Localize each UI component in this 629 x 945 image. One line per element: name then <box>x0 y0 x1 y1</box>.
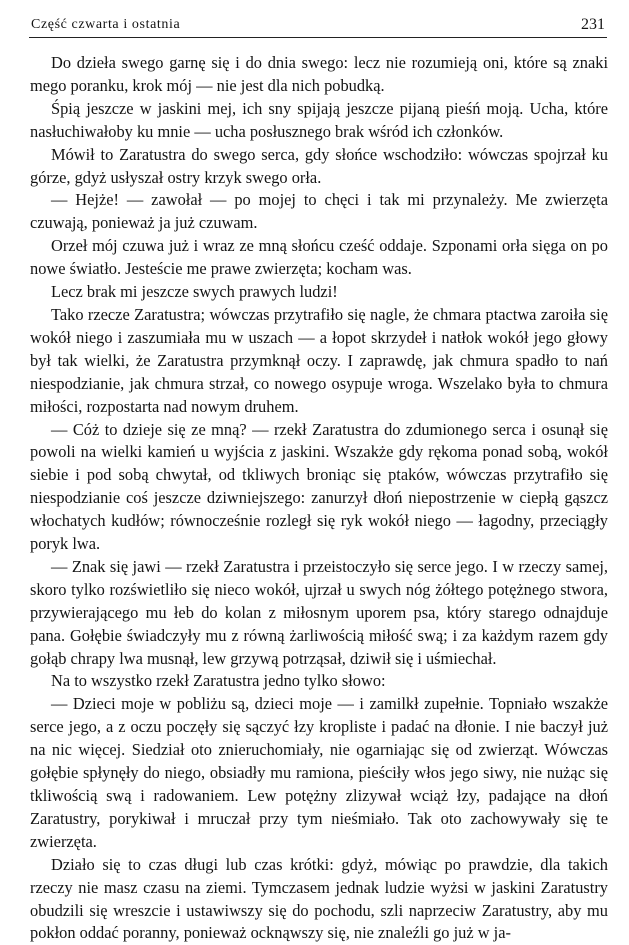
paragraph: — Znak się jawi — rzekł Zaratustra i przeistoczyło się serce jego. I w rzeczy samej, skoro tylko rozświetliło się nieco wokół, ujrzał u swych nóg żółtego potężnego stwora, przywierającego mu łeb do kolan z miłosnym uporem psa, który starego odnajduje pana. Gołębie świadczyły mu z równą żarliwością miłość swą; i za każdym razem gdy gołąb chrapy lwa musnął, lew grzywą potrząsał, dziwił się i uśmiechał. <box>30 556 608 668</box>
paragraph: Tako rzecze Zaratustra; wówczas przytrafiło się nagle, że chmara ptactwa zaroiła się wokół niego i zaszumiała mu w uszach — a łopot skrzydeł i natłok wokół jego głowy był tak wielki, że Zaratustra przymknął oczy. I zaprawdę, jak chmura spadło to nań niespodzianie, jak chmura strzał, co nowego osypuje wroga. Wszelako była to chmura miłości, rozpostarta nad nowym druhem. <box>30 304 608 416</box>
paragraph: Działo się to czas długi lub czas krótki: gdyż, mówiąc po prawdzie, dla takich rzeczy nie masz czasu na ziemi. Tymczasem jednak ludzie wyżsi w jaskini Zaratustry obudzili się wreszcie i ustawiwszy się do pochodu, szli naprzeciw Zaratustry, aby mu pokłon oddać poranny, ponieważ ocknąwszy się, nie znaleźli go już w ja- <box>30 854 608 943</box>
paragraph: — Cóż to dzieje się ze mną? — rzekł Zaratustra do zdumionego serca i osunął się powoli na wielki kamień u wyjścia z jaskini. Wszakże gdy rękoma ponad sobą, wokół siebie i pod sobą chwytał, od tkliwych broniąc się ptaków, wówczas przytrafiło się niespodzianie coś jeszcze dziwniejszego: zanurzył dłoń niepostrzenie w ciepłą gąszcz włochatych kudłów; równocześnie rozległ się ryk wokół niego — łagodny, przeciągły poryk lwa. <box>30 419 608 554</box>
paragraph: Orzeł mój czuwa już i wraz ze mną słońcu cześć oddaje. Szponami orła sięga on po nowe światło. Jesteście me prawe zwierzęta; kocham was. <box>30 236 608 279</box>
running-head <box>31 17 605 37</box>
header-rule <box>29 37 607 38</box>
paragraph: Śpią jeszcze w jaskini mej, ich sny spijają jeszcze pijaną pieśń moją. Ucha, które nasłuchiwałoby ku mnie — ucha posłusznego brak wśród ich członków. <box>30 98 608 141</box>
body-text <box>30 52 608 945</box>
paragraph: — Hejże! — zawołał — po mojej to chęci i tak mi przynależy. Me zwierzęta czuwają, ponieważ ja już czuwam. <box>30 190 608 233</box>
paragraph: Na to wszystko rzekł Zaratustra jedno tylko słowo: <box>51 671 386 691</box>
page-number: 231 <box>581 16 605 33</box>
paragraph: — Dzieci moje w pobliżu są, dzieci moje — i zamilkł zupełnie. Topniało wszakże serce jego, a z oczu poczęły się sączyć łzy kropliste i padać na dłonie. I nie baczył już na nic więcej. Siedział oto znieruchomiały, nie ogarniając się od zwierząt. Wówczas gołębie spłynęły do niego, obsiadły mu ramiona, pieściły włos jego siwy, nie nużąc się tkliwością swą i radowaniem. Lew potężny zlizywał wciąż łzy, padające na dłoń Zaratustry, porykiwał i mruczał przy tym nieśmiało. Tak oto zachowywały się te zwierzęta. <box>30 694 608 851</box>
paragraph: Lecz brak mi jeszcze swych prawych ludzi! <box>51 282 338 302</box>
paragraph: Mówił to Zaratustra do swego serca, gdy słońce wschodziło: wówczas spojrzał ku górze, gdyż usłyszał ostry krzyk swego orła. <box>30 144 608 187</box>
running-title: Część czwarta i ostatnia <box>31 17 181 32</box>
paragraph: Do dzieła swego garnę się i do dnia swego: lecz nie rozumieją oni, które są znaki mego poranku, krok mój — nie jest dla nich pobudką. <box>30 53 608 95</box>
